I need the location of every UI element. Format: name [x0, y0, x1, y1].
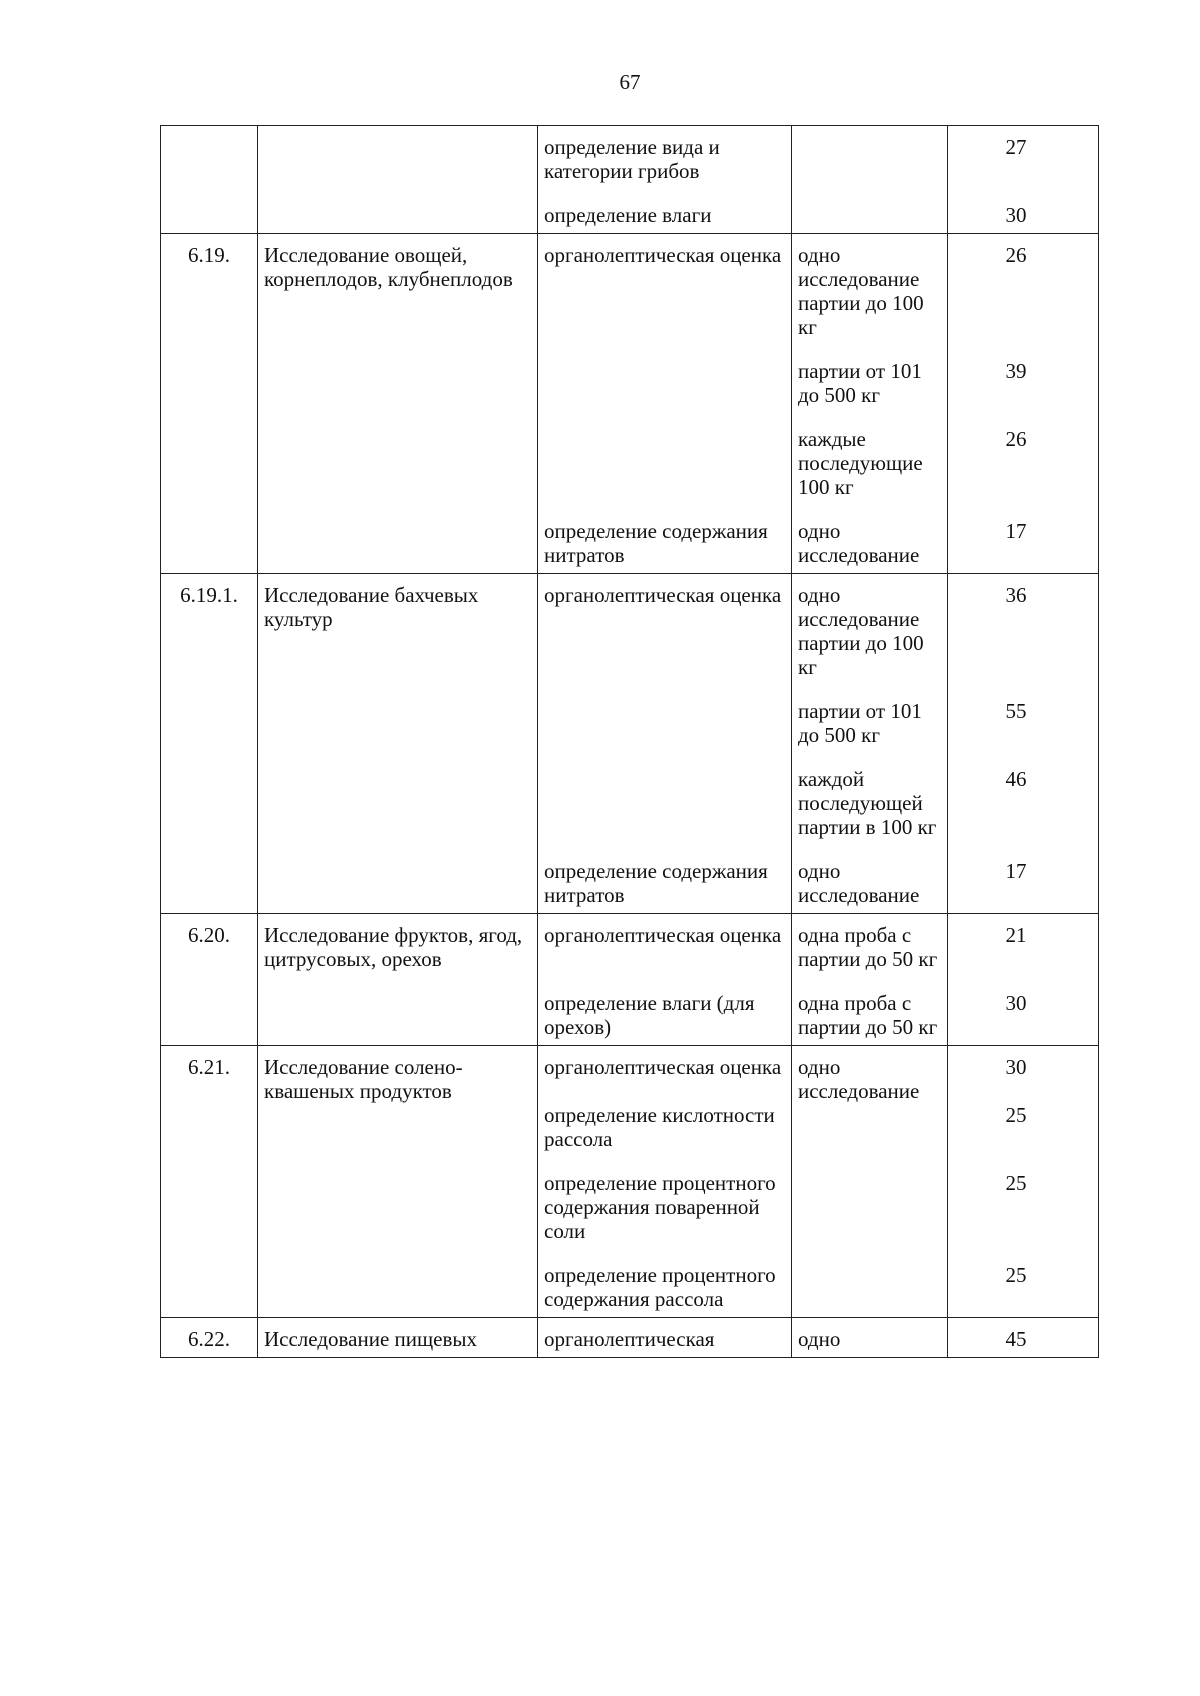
table-row: [161, 1318, 1099, 1358]
row-number: [161, 767, 258, 859]
table-row: [161, 359, 1099, 427]
test-type: [538, 699, 792, 767]
unit: [792, 203, 948, 234]
table-row: [161, 767, 1099, 859]
price: 30: [948, 991, 1099, 1046]
price: 30: [948, 1046, 1099, 1104]
table-row: [161, 1103, 1099, 1171]
price: 26: [948, 234, 1099, 360]
research-object: Исследование овощей, корнеплодов, клубнеплодов: [258, 234, 538, 360]
table-row: [161, 427, 1099, 519]
price: 46: [948, 767, 1099, 859]
row-number: 6.19.: [161, 234, 258, 360]
unit: одно исследование: [792, 859, 948, 914]
test-type: определение процентного содержания рассола: [538, 1263, 792, 1318]
test-type: органолептическая оценка: [538, 914, 792, 992]
price: 25: [948, 1103, 1099, 1171]
unit: каждые последующие 100 кг: [792, 427, 948, 519]
unit: одна проба с партии до 50 кг: [792, 914, 948, 992]
table-row: [161, 914, 1099, 992]
test-type: определение влаги: [538, 203, 792, 234]
test-type: определение влаги (для орехов): [538, 991, 792, 1046]
research-object: Исследование фруктов, ягод, цитрусовых, орехов: [258, 914, 538, 992]
test-type: органолептическая оценка: [538, 234, 792, 360]
row-number: [161, 203, 258, 234]
research-object: [258, 1263, 538, 1318]
test-type: [538, 427, 792, 519]
unit: одно исследование партии до 100 кг: [792, 574, 948, 700]
table-row: [161, 1171, 1099, 1263]
unit: одно: [792, 1318, 948, 1358]
research-object: [258, 991, 538, 1046]
price: 45: [948, 1318, 1099, 1358]
price: 30: [948, 203, 1099, 234]
row-number: [161, 427, 258, 519]
table-row: [161, 234, 1099, 360]
price: 36: [948, 574, 1099, 700]
test-type: [538, 767, 792, 859]
row-number: [161, 699, 258, 767]
row-number: [161, 126, 258, 204]
unit: [792, 1103, 948, 1171]
research-object: Исследование солено-квашеных продуктов: [258, 1046, 538, 1104]
price-table: [160, 125, 1099, 1358]
research-object: [258, 203, 538, 234]
research-object: [258, 1103, 538, 1171]
unit: партии от 101 до 500 кг: [792, 699, 948, 767]
row-number: [161, 1171, 258, 1263]
research-object: [258, 519, 538, 574]
price: 21: [948, 914, 1099, 992]
table-row: [161, 859, 1099, 914]
row-number: [161, 1263, 258, 1318]
research-object: [258, 699, 538, 767]
unit: [792, 1171, 948, 1263]
price: 17: [948, 519, 1099, 574]
test-type: органолептическая: [538, 1318, 792, 1358]
price: 27: [948, 126, 1099, 204]
research-object: [258, 859, 538, 914]
test-type: определение вида и категории грибов: [538, 126, 792, 204]
row-number: 6.21.: [161, 1046, 258, 1104]
table-row: [161, 699, 1099, 767]
research-object: [258, 126, 538, 204]
test-type: определение содержания нитратов: [538, 859, 792, 914]
research-object: Исследование пищевых: [258, 1318, 538, 1358]
research-object: [258, 767, 538, 859]
price: 25: [948, 1171, 1099, 1263]
price: 26: [948, 427, 1099, 519]
price: 55: [948, 699, 1099, 767]
row-number: 6.22.: [161, 1318, 258, 1358]
test-type: органолептическая оценка: [538, 1046, 792, 1104]
row-number: 6.19.1.: [161, 574, 258, 700]
table-row: [161, 519, 1099, 574]
row-number: [161, 859, 258, 914]
test-type: органолептическая оценка: [538, 574, 792, 700]
table-row: [161, 574, 1099, 700]
unit: [792, 126, 948, 204]
row-number: [161, 519, 258, 574]
test-type: определение процентного содержания поваренной соли: [538, 1171, 792, 1263]
unit: одно исследование: [792, 1046, 948, 1104]
unit: партии от 101 до 500 кг: [792, 359, 948, 427]
research-object: [258, 427, 538, 519]
research-object: Исследование бахчевых культур: [258, 574, 538, 700]
unit: одно исследование: [792, 519, 948, 574]
unit: одно исследование партии до 100 кг: [792, 234, 948, 360]
row-number: [161, 359, 258, 427]
row-number: 6.20.: [161, 914, 258, 992]
table-row: [161, 203, 1099, 234]
table-row: [161, 991, 1099, 1046]
price: 25: [948, 1263, 1099, 1318]
unit: одна проба с партии до 50 кг: [792, 991, 948, 1046]
table-row: [161, 1263, 1099, 1318]
table-row: [161, 126, 1099, 204]
page-number: 67: [619, 70, 641, 94]
research-object: [258, 1171, 538, 1263]
row-number: [161, 991, 258, 1046]
research-object: [258, 359, 538, 427]
unit: каждой последующей партии в 100 кг: [792, 767, 948, 859]
row-number: [161, 1103, 258, 1171]
test-type: [538, 359, 792, 427]
test-type: определение кислотности рассола: [538, 1103, 792, 1171]
unit: [792, 1263, 948, 1318]
price: 39: [948, 359, 1099, 427]
table-row: [161, 1046, 1099, 1104]
test-type: определение содержания нитратов: [538, 519, 792, 574]
price: 17: [948, 859, 1099, 914]
